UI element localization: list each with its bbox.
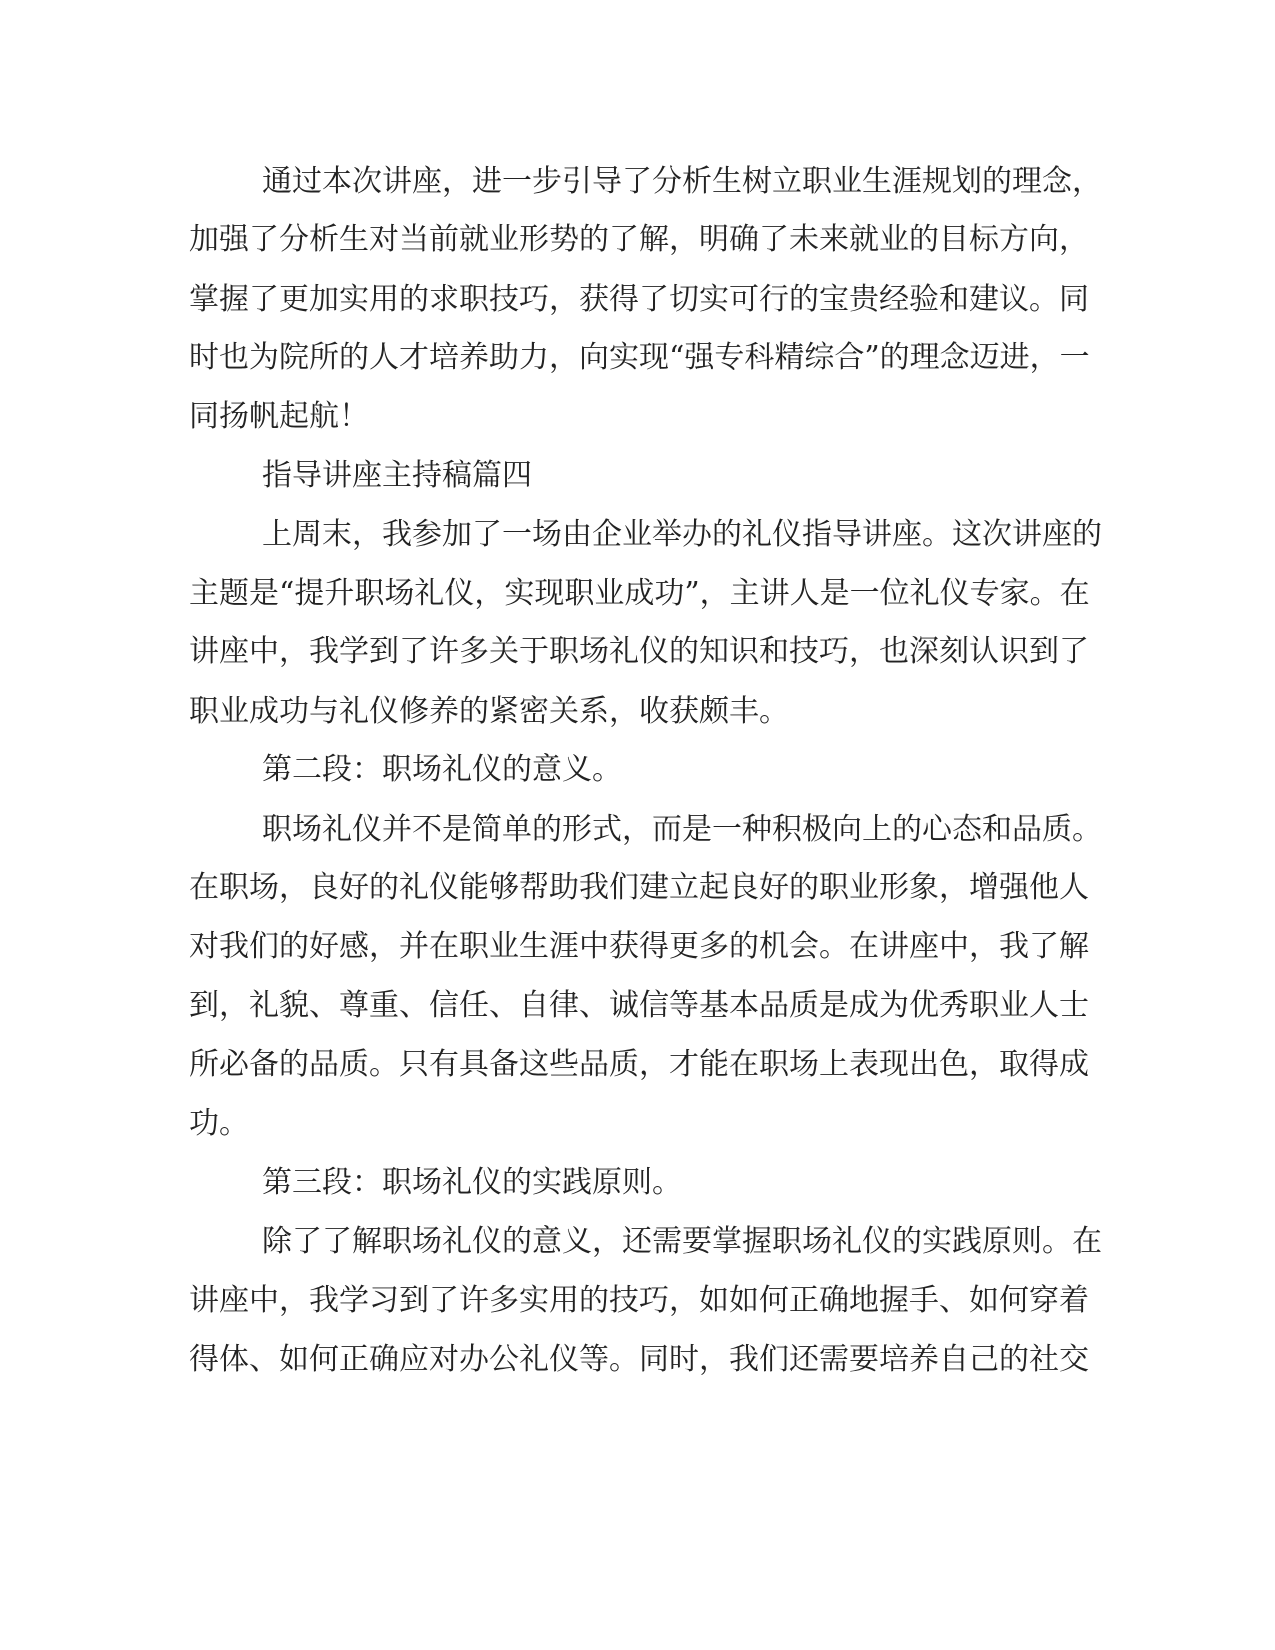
paragraph-1-line-4: 时也为院所的人才培养助力，向实现“强专科精综合”的理念迈进，一 bbox=[189, 340, 1090, 375]
section-heading-third: 第三段：职场礼仪的实践原则。 bbox=[262, 1165, 682, 1200]
paragraph-3-line-5: 所必备的品质。只有具备这些品质，才能在职场上表现出色，取得成 bbox=[189, 1047, 1089, 1082]
paragraph-4-line-1: 除了了解职场礼仪的意义，还需要掌握职场礼仪的实践原则。在 bbox=[262, 1224, 1102, 1259]
paragraph-1-line-1: 通过本次讲座，进一步引导了分析生树立职业生涯规划的理念， bbox=[262, 164, 1102, 199]
paragraph-4-line-2: 讲座中，我学习到了许多实用的技巧，如如何正确地握手、如何穿着 bbox=[189, 1283, 1089, 1318]
paragraph-4-line-3: 得体、如何正确应对办公礼仪等。同时，我们还需要培养自己的社交 bbox=[189, 1342, 1089, 1377]
paragraph-2-line-1: 上周末，我参加了一场由企业举办的礼仪指导讲座。这次讲座的 bbox=[262, 517, 1102, 552]
paragraph-3-line-2: 在职场，良好的礼仪能够帮助我们建立起良好的职业形象，增强他人 bbox=[189, 870, 1089, 905]
section-heading-second: 第二段：职场礼仪的意义。 bbox=[262, 752, 622, 787]
paragraph-1-line-3: 掌握了更加实用的求职技巧，获得了切实可行的宝贵经验和建议。同 bbox=[189, 282, 1089, 317]
paragraph-2-line-2: 主题是“提升职场礼仪，实现职业成功”，主讲人是一位礼仪专家。在 bbox=[189, 576, 1090, 611]
paragraph-3-line-4: 到，礼貌、尊重、信任、自律、诚信等基本品质是成为优秀职业人士 bbox=[189, 988, 1089, 1023]
paragraph-3-line-6: 功。 bbox=[189, 1106, 249, 1141]
section-heading-part-four: 指导讲座主持稿篇四 bbox=[262, 458, 532, 493]
paragraph-3-line-1: 职场礼仪并不是简单的形式，而是一种积极向上的心态和品质。 bbox=[262, 812, 1102, 847]
paragraph-2-line-3: 讲座中，我学到了许多关于职场礼仪的知识和技巧，也深刻认识到了 bbox=[189, 634, 1089, 669]
paragraph-2-line-4: 职业成功与礼仪修养的紧密关系，收获颇丰。 bbox=[189, 694, 789, 729]
paragraph-3-line-3: 对我们的好感，并在职业生涯中获得更多的机会。在讲座中，我了解 bbox=[189, 929, 1089, 964]
paragraph-1-line-2: 加强了分析生对当前就业形势的了解，明确了未来就业的目标方向， bbox=[189, 222, 1089, 257]
paragraph-1-line-5: 同扬帆起航！ bbox=[189, 399, 369, 434]
